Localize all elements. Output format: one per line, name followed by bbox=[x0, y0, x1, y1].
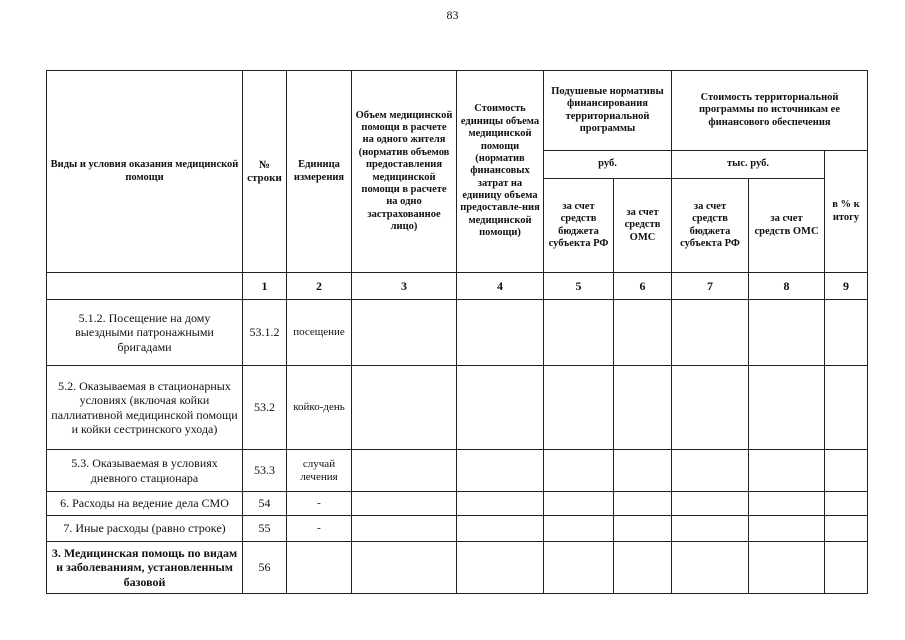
row-code: 53.2 bbox=[243, 366, 287, 450]
empty-cell bbox=[457, 450, 544, 492]
empty-cell bbox=[749, 492, 825, 516]
table-row bbox=[47, 300, 868, 366]
header-rub: руб. bbox=[544, 151, 672, 179]
empty-cell bbox=[457, 300, 544, 366]
row-unit: койко-день bbox=[287, 366, 352, 450]
row-label: 5.1.2. Посещение на дому выездными патронажными бригадами bbox=[47, 300, 243, 366]
empty-cell bbox=[825, 450, 868, 492]
empty-cell bbox=[749, 542, 825, 594]
row-code: 54 bbox=[243, 492, 287, 516]
empty-cell bbox=[672, 516, 749, 542]
empty-cell bbox=[672, 450, 749, 492]
empty-cell bbox=[825, 516, 868, 542]
row-label: 3. Медицинская помощь по видам и заболеваниям, установленным базовой bbox=[47, 542, 243, 594]
empty-cell bbox=[672, 300, 749, 366]
row-unit: - bbox=[287, 492, 352, 516]
empty-cell bbox=[749, 300, 825, 366]
row-label: 7. Иные расходы (равно строке) bbox=[47, 516, 243, 542]
header-unit-cost: Стоимость единицы объема медицинской помощи (норматив финансовых затрат на единицу объема предоставле-ния медицинской помощи) bbox=[457, 71, 544, 273]
column-number: 8 bbox=[749, 273, 825, 300]
empty-cell bbox=[352, 492, 457, 516]
column-number: 4 bbox=[457, 273, 544, 300]
empty-cell bbox=[457, 516, 544, 542]
row-unit: - bbox=[287, 516, 352, 542]
empty-cell bbox=[614, 542, 672, 594]
empty-cell bbox=[672, 492, 749, 516]
column-number: 5 bbox=[544, 273, 614, 300]
header-oms-thous: за счет средств ОМС bbox=[749, 179, 825, 273]
row-code: 56 bbox=[243, 542, 287, 594]
empty-cell bbox=[457, 492, 544, 516]
header-budget-rub: за счет средств бюджета субъекта РФ bbox=[544, 179, 614, 273]
column-number: 2 bbox=[287, 273, 352, 300]
empty-cell bbox=[352, 300, 457, 366]
medical-care-table bbox=[46, 70, 868, 594]
empty-cell bbox=[825, 542, 868, 594]
row-code: 53.1.2 bbox=[243, 300, 287, 366]
header-row-number: № строки bbox=[243, 71, 287, 273]
empty-cell bbox=[352, 542, 457, 594]
header-program-cost-group: Стоимость территориальной программы по источникам ее финансового обеспечения bbox=[672, 71, 868, 151]
empty-cell bbox=[614, 450, 672, 492]
table-row bbox=[47, 492, 868, 516]
header-percent-of-total: в % к итогу bbox=[825, 151, 868, 273]
empty-cell bbox=[614, 300, 672, 366]
header-row-1 bbox=[47, 71, 868, 151]
empty-cell bbox=[457, 366, 544, 450]
row-unit: посещение bbox=[287, 300, 352, 366]
empty-cell bbox=[749, 516, 825, 542]
empty-cell bbox=[749, 366, 825, 450]
header-kind-and-conditions: Виды и условия оказания медицинской помощи bbox=[47, 71, 243, 273]
empty-cell bbox=[544, 516, 614, 542]
column-number-row bbox=[47, 273, 868, 300]
page-number: 83 bbox=[446, 8, 459, 22]
row-label: 5.3. Оказываемая в условиях дневного стационара bbox=[47, 450, 243, 492]
empty-cell bbox=[614, 366, 672, 450]
empty-cell bbox=[544, 450, 614, 492]
row-label: 6. Расходы на ведение дела СМО bbox=[47, 492, 243, 516]
column-number: 1 bbox=[243, 273, 287, 300]
header-budget-thous: за счет средств бюджета субъекта РФ bbox=[672, 179, 749, 273]
empty-cell bbox=[614, 492, 672, 516]
row-label: 5.2. Оказываемая в стационарных условиях (включая койки паллиативной медицинской помощи и койки сестринского ухода) bbox=[47, 366, 243, 450]
column-number: 3 bbox=[352, 273, 457, 300]
empty-cell bbox=[457, 542, 544, 594]
empty-cell bbox=[352, 516, 457, 542]
header-oms-rub: за счет средств ОМС bbox=[614, 179, 672, 273]
header-thous-rub: тыс. руб. bbox=[672, 151, 825, 179]
column-number: 9 bbox=[825, 273, 868, 300]
column-number-blank bbox=[47, 273, 243, 300]
empty-cell bbox=[544, 366, 614, 450]
empty-cell bbox=[544, 300, 614, 366]
empty-cell bbox=[544, 492, 614, 516]
header-unit: Единица измерения bbox=[287, 71, 352, 273]
empty-cell bbox=[672, 366, 749, 450]
header-per-capita-group: Подушевые нормативы финансирования территориальной программы bbox=[544, 71, 672, 151]
empty-cell bbox=[749, 450, 825, 492]
empty-cell bbox=[672, 542, 749, 594]
empty-cell bbox=[825, 300, 868, 366]
empty-cell bbox=[825, 366, 868, 450]
column-number: 7 bbox=[672, 273, 749, 300]
row-code: 55 bbox=[243, 516, 287, 542]
row-code: 53.3 bbox=[243, 450, 287, 492]
empty-cell bbox=[614, 516, 672, 542]
table-row bbox=[47, 366, 868, 450]
empty-cell bbox=[825, 492, 868, 516]
row-unit bbox=[287, 542, 352, 594]
empty-cell bbox=[352, 450, 457, 492]
header-volume: Объем медицинской помощи в расчете на одного жителя (норматив объемов предоставления медицинской помощи в расчете на одно застрахованное лицо) bbox=[352, 71, 457, 273]
row-unit: случай лечения bbox=[287, 450, 352, 492]
empty-cell bbox=[352, 366, 457, 450]
table-row bbox=[47, 450, 868, 492]
empty-cell bbox=[544, 542, 614, 594]
table-row bbox=[47, 516, 868, 542]
column-number: 6 bbox=[614, 273, 672, 300]
table-row bbox=[47, 542, 868, 594]
